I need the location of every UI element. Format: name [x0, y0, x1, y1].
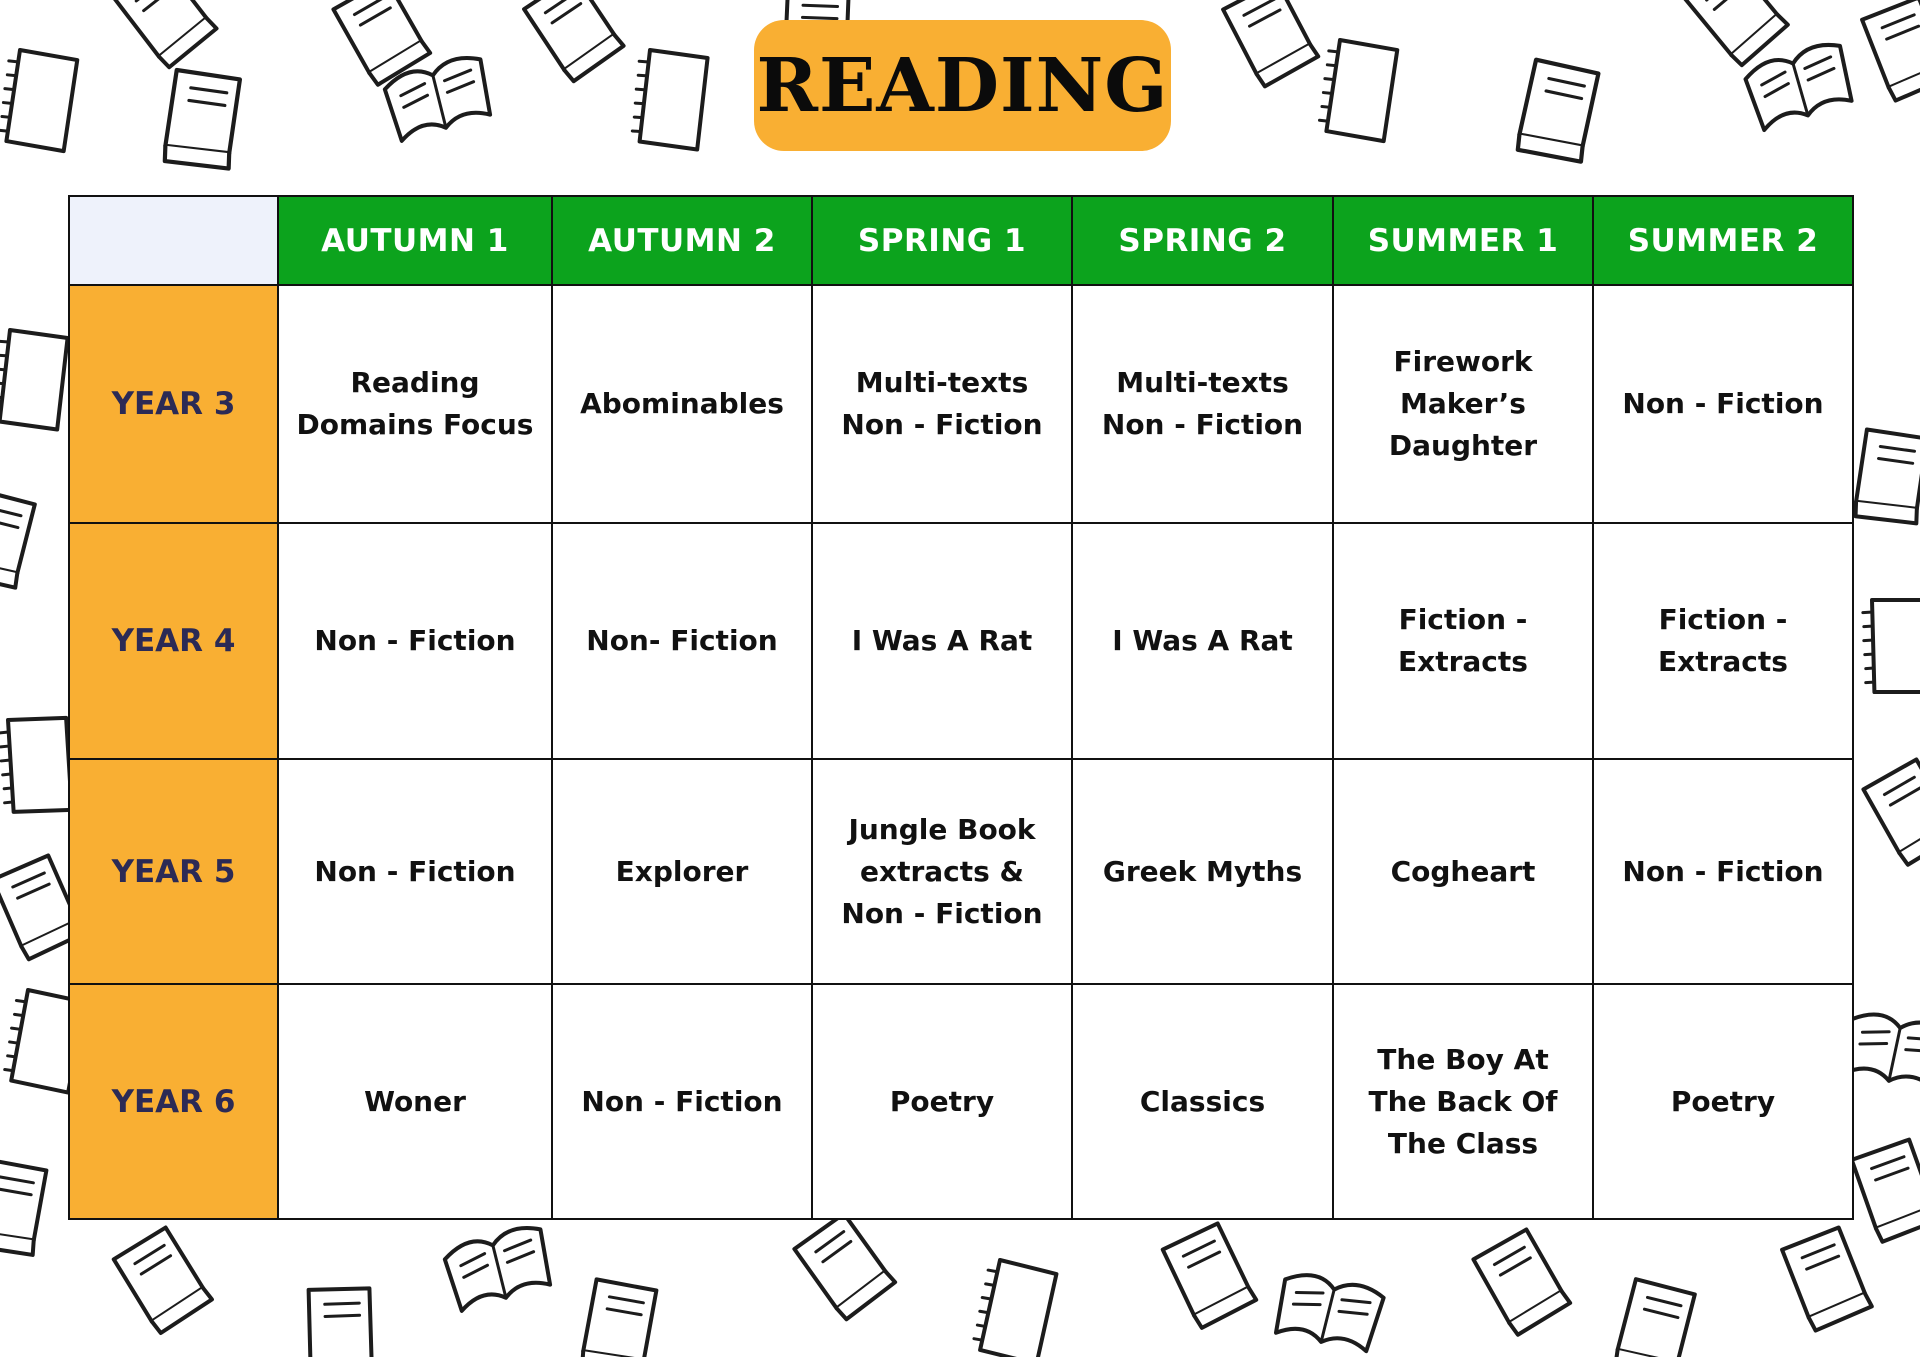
table-cell: Poetry [1593, 984, 1853, 1219]
table-cell: Non - Fiction [278, 759, 552, 984]
table-cell: Non- Fiction [552, 523, 812, 759]
table-cell: Reading Domains Focus [278, 285, 552, 523]
table-cell: Multi-texts Non - Fiction [1072, 285, 1333, 523]
table-cell: Abominables [552, 285, 812, 523]
table-cell: Non - Fiction [278, 523, 552, 759]
table-cell: Greek Myths [1072, 759, 1333, 984]
table-row [69, 285, 1853, 523]
title-badge [754, 20, 1171, 151]
table-cell: Jungle Book extracts & Non - Fiction [812, 759, 1072, 984]
table-cell: Non - Fiction [552, 984, 812, 1219]
book-doodle [110, 1207, 1874, 1357]
year-label: YEAR 3 [69, 285, 278, 523]
table-cell: Fiction - Extracts [1593, 523, 1853, 759]
table-cell: Non - Fiction [1593, 285, 1853, 523]
table-cell: The Boy At The Back Of The Class [1333, 984, 1593, 1219]
column-header: SPRING 1 [812, 196, 1072, 285]
table-cell: Fiction - Extracts [1333, 523, 1593, 759]
table-cell: Non - Fiction [1593, 759, 1853, 984]
table-row [69, 523, 1853, 759]
table-row [69, 759, 1853, 984]
corner-cell [69, 196, 278, 285]
table-cell: I Was A Rat [812, 523, 1072, 759]
year-label: YEAR 4 [69, 523, 278, 759]
column-header: SUMMER 2 [1593, 196, 1853, 285]
column-header: SPRING 2 [1072, 196, 1333, 285]
table-row [69, 984, 1853, 1219]
table-cell: Multi-texts Non - Fiction [812, 285, 1072, 523]
table-cell: Poetry [812, 984, 1072, 1219]
year-label: YEAR 6 [69, 984, 278, 1219]
table-cell: Cogheart [1333, 759, 1593, 984]
table-cell: Firework Maker’s Daughter [1333, 285, 1593, 523]
column-header: SUMMER 1 [1333, 196, 1593, 285]
table-cell: Explorer [552, 759, 812, 984]
year-label: YEAR 5 [69, 759, 278, 984]
column-header: AUTUMN 1 [278, 196, 552, 285]
reading-schedule-table [68, 195, 1854, 1220]
header-row [69, 196, 1853, 285]
table-cell: I Was A Rat [1072, 523, 1333, 759]
column-header: AUTUMN 2 [552, 196, 812, 285]
table-cell: Classics [1072, 984, 1333, 1219]
table-cell: Woner [278, 984, 552, 1219]
page-title: READING [756, 42, 1169, 129]
